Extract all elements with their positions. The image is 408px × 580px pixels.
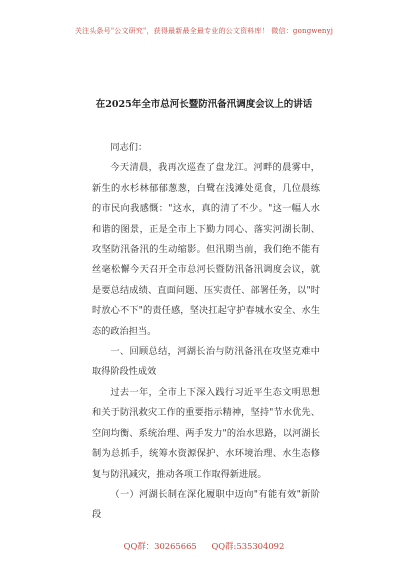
document-title: 在2025年全市总河长暨防汛备汛调度会议上的讲话 — [95, 99, 313, 110]
qq-group-1: QQ群：30265665 — [123, 541, 197, 551]
qq-group-2: QQ群:535304092 — [211, 541, 285, 551]
section-heading: 一、回顾总结，河湖长治与防汛备汛在攻坚克难中取得阶段性成效 — [92, 346, 320, 378]
salutation: 同志们： — [110, 142, 148, 153]
footer-qq-groups — [0, 540, 408, 552]
paragraph: 今天清晨，我再次巡查了盘龙江。河畔的晨雾中，新生的水杉林郁郁葱葱，白鹭在浅滩处觅食，几位晨练的市民向我感慨："这水，真的清了不少。"这一幅人水和谐的图景，正是全市上下勤力同心、落实河湖长制、攻坚防汛备汛的生动缩影。但汛期当前，我们绝不能有丝毫松懈今天召开全市总河长暨防汛备汛调度会议，就是要总结成绩、直面问题、压实责任、部署任务，以"时时放心不下"的责任感，坚决扛起守护春城水安全、水生态的政治担当。 — [92, 162, 320, 337]
paragraph: 过去一年，全市上下深入践行习近平生态文明思想和关于防汛救灾工作的重要指示精神，坚持"节水优先、空间均衡、系统治理、两手发力"的治水思路，以河湖长制为总抓手，统筹水资源保护、水环境治理、水生态修复与防汛减灾，推动各项工作取得新进展。 — [92, 386, 320, 480]
document-body — [92, 138, 320, 526]
subsection-heading: （一）河湖长制在深化履职中迈向"有能有效"新阶段 — [92, 488, 320, 521]
header-promo-note: 关注头条号"公文研究"，获得最新最全最专业的公文资料库！ 微信：gongwenyj — [74, 27, 334, 35]
